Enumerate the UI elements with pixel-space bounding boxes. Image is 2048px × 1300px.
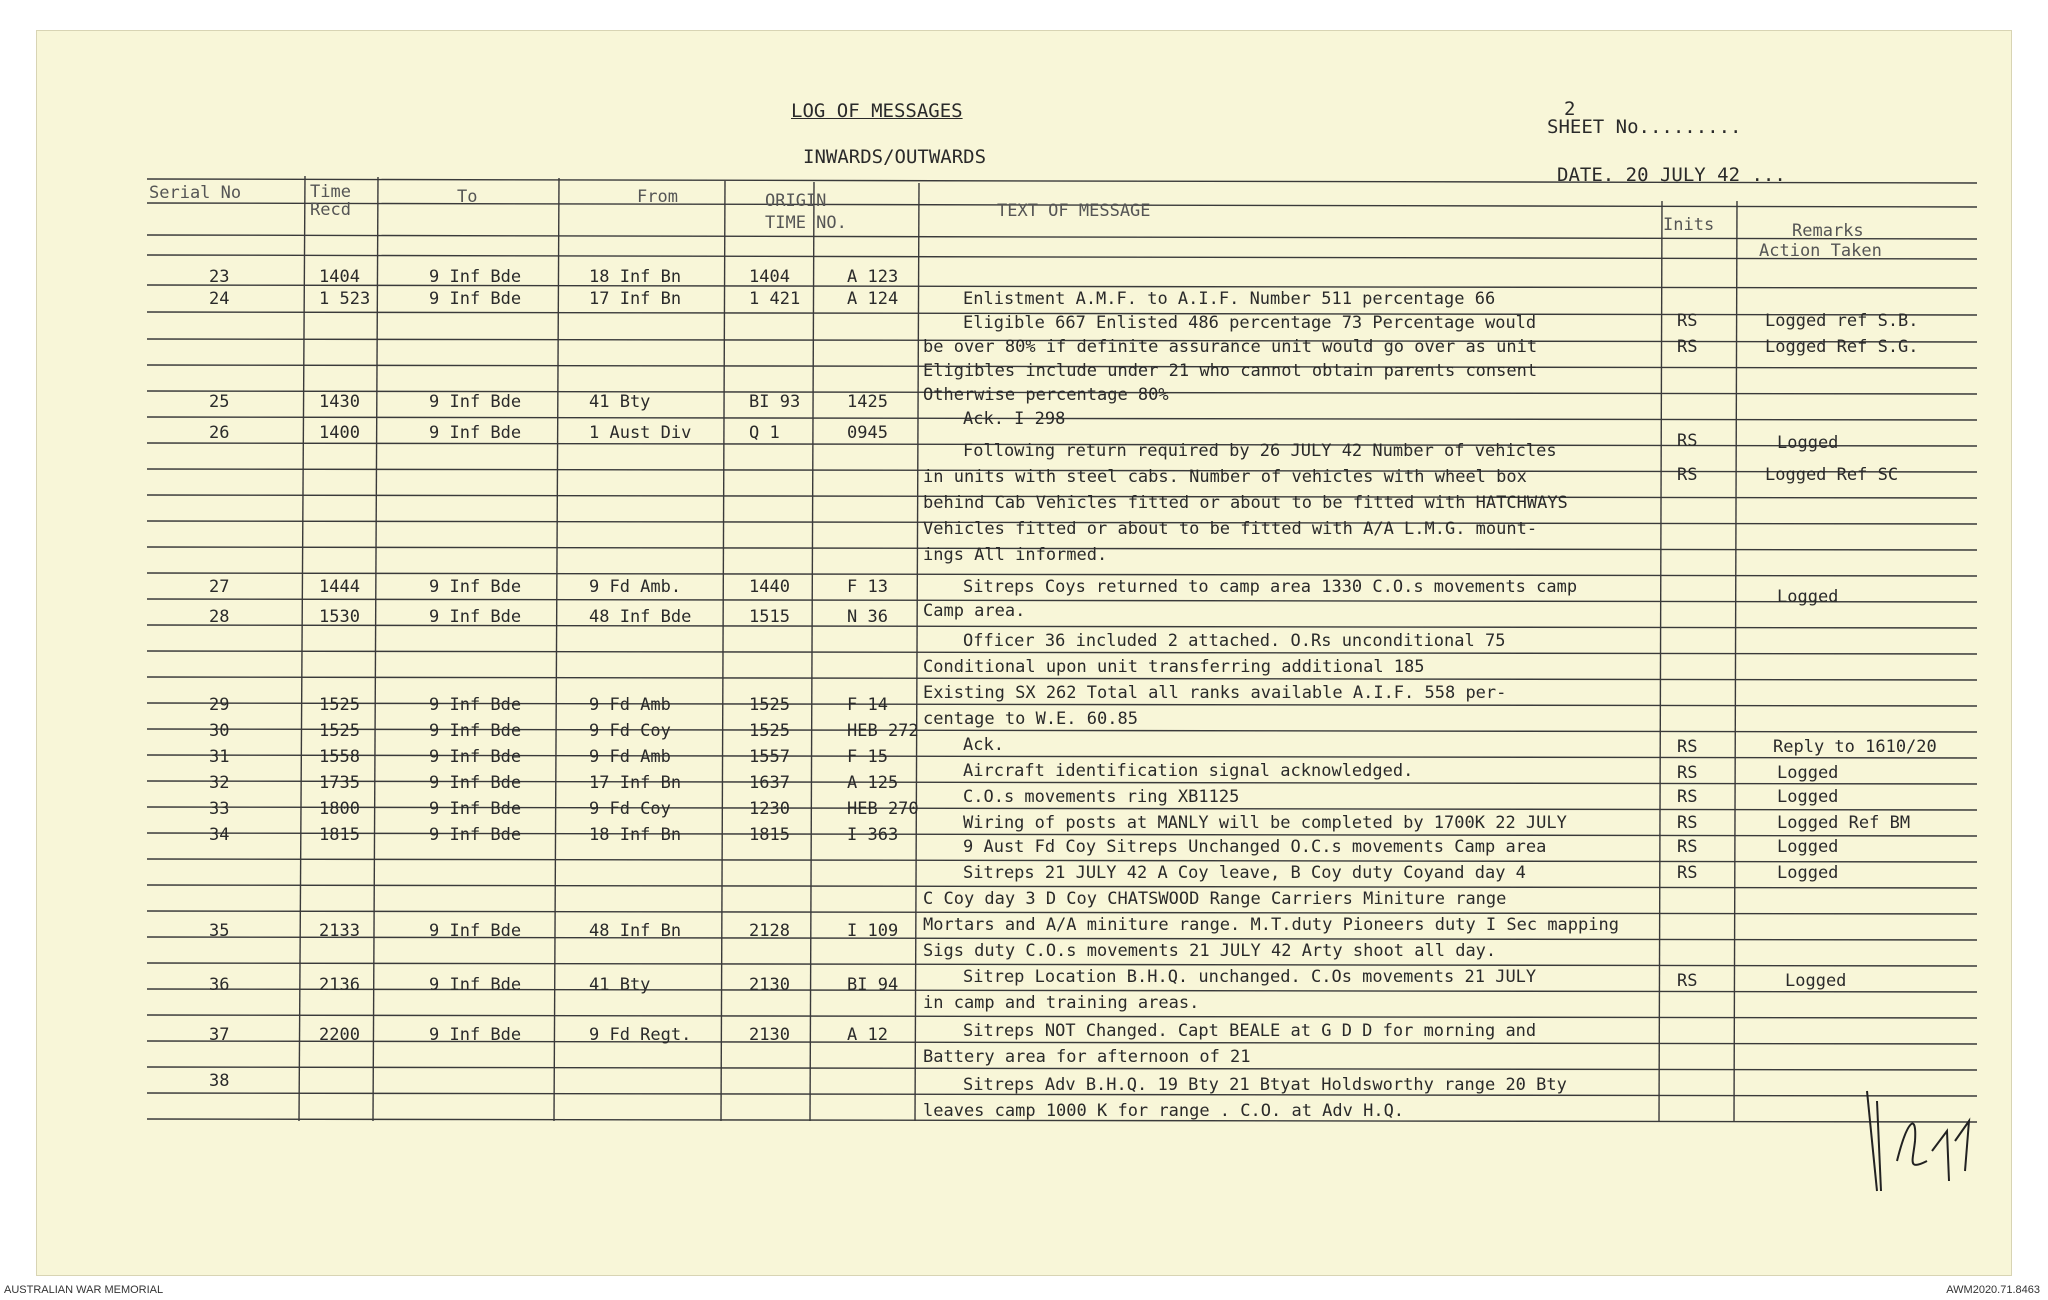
row-to: 9 Inf Bde (429, 695, 522, 715)
row-serial: 32 (209, 773, 230, 793)
message-log-sheet (36, 30, 2012, 1276)
row-time: 1 523 (319, 289, 371, 309)
col-from: From (637, 187, 678, 207)
row-serial: 34 (209, 825, 230, 845)
row-origin-time: 1557 (749, 747, 790, 767)
date-label: DATE. 20 JULY 42 ... (1557, 164, 1786, 186)
row-origin-no: A 125 (847, 773, 899, 793)
sheet-number: 2 (1564, 98, 1576, 120)
col-initials: Inits (1663, 215, 1715, 235)
row-time: 1800 (319, 799, 360, 819)
message-line: Otherwise percentage 80% (923, 385, 1169, 405)
row-from: 9 Fd Amb (589, 747, 671, 767)
row-origin-no: N 36 (847, 607, 888, 627)
row-from: 18 Inf Bn (589, 267, 682, 287)
row-serial: 31 (209, 747, 230, 767)
row-time: 2136 (319, 975, 360, 995)
row-serial: 29 (209, 695, 230, 715)
initials-entry: RS (1677, 337, 1698, 357)
row-time: 1525 (319, 721, 360, 741)
row-from: 41 Bty (589, 975, 651, 995)
row-time: 2133 (319, 921, 360, 941)
row-origin-no: I 109 (847, 921, 899, 941)
row-time: 1430 (319, 392, 360, 412)
row-from: 48 Inf Bde (589, 607, 692, 627)
row-from: 9 Fd Coy (589, 799, 671, 819)
sheet-label: SHEET No......... (1547, 116, 1742, 138)
message-line: Battery area for afternoon of 21 (923, 1047, 1251, 1067)
initials-entry: RS (1677, 737, 1698, 757)
row-to: 9 Inf Bde (429, 721, 522, 741)
row-serial: 35 (209, 921, 230, 941)
message-line: Sitreps Adv B.H.Q. 19 Bty 21 Btyat Holdsworthy range 20 Bty (963, 1075, 1567, 1095)
message-line: Vehicles fitted or about to be fitted with A/A L.M.G. mount- (923, 519, 1538, 539)
remark-entry: Logged (1777, 837, 1839, 857)
initials-entry: RS (1677, 763, 1698, 783)
remark-entry: Logged (1777, 763, 1839, 783)
message-line: C Coy day 3 D Coy CHATSWOOD Range Carriers Miniture range (923, 889, 1507, 909)
message-line: be over 80% if definite assurance unit would go over as unit (923, 337, 1538, 357)
message-line: behind Cab Vehicles fitted or about to be fitted with HATCHWAYS (923, 493, 1568, 513)
row-to: 9 Inf Bde (429, 747, 522, 767)
row-to: 9 Inf Bde (429, 825, 522, 845)
initials-entry: RS (1677, 465, 1698, 485)
row-origin-time: 1 421 (749, 289, 801, 309)
row-to: 9 Inf Bde (429, 289, 522, 309)
row-from: 48 Inf Bn (589, 921, 682, 941)
message-line: Sitreps 21 JULY 42 A Coy leave, B Coy duty Coyand day 4 (963, 863, 1526, 883)
row-origin-no: F 13 (847, 577, 888, 597)
log-title: LOG OF MESSAGES (791, 100, 963, 122)
row-origin-no: F 15 (847, 747, 888, 767)
row-origin-time: 1525 (749, 721, 790, 741)
message-line: Ack. (963, 735, 1004, 755)
row-origin-time: 2130 (749, 1025, 790, 1045)
row-to: 9 Inf Bde (429, 975, 522, 995)
row-to: 9 Inf Bde (429, 267, 522, 287)
message-line: Officer 36 included 2 attached. O.Rs unconditional 75 (963, 631, 1506, 651)
row-time: 1404 (319, 267, 360, 287)
remark-entry: Logged ref S.B. (1765, 311, 1919, 331)
row-from: 9 Fd Coy (589, 721, 671, 741)
remark-entry: Logged (1777, 433, 1839, 453)
row-origin-time: 1815 (749, 825, 790, 845)
row-serial: 38 (209, 1071, 230, 1091)
row-origin-time: BI 93 (749, 392, 801, 412)
remark-entry: Logged Ref SC (1765, 465, 1899, 485)
row-to: 9 Inf Bde (429, 607, 522, 627)
row-origin-no: HEB 270 (847, 799, 919, 819)
remark-entry: Logged Ref S.G. (1765, 337, 1919, 357)
col-remarks: Remarks (1792, 221, 1864, 241)
initials-entry: RS (1677, 787, 1698, 807)
remark-entry: Logged Ref BM (1777, 813, 1911, 833)
row-to: 9 Inf Bde (429, 392, 522, 412)
footer-reference: AWM2020.71.8463 (1946, 1284, 2040, 1296)
row-to: 9 Inf Bde (429, 799, 522, 819)
row-from: 17 Inf Bn (589, 289, 682, 309)
row-from: 9 Fd Regt. (589, 1025, 692, 1045)
col-serial: Serial No (149, 183, 242, 203)
row-serial: 36 (209, 975, 230, 995)
row-serial: 23 (209, 267, 230, 287)
message-line: in camp and training areas. (923, 993, 1200, 1013)
message-line: Sitrep Location B.H.Q. unchanged. C.Os movements 21 JULY (963, 967, 1537, 987)
row-from: 17 Inf Bn (589, 773, 682, 793)
row-serial: 37 (209, 1025, 230, 1045)
message-line: C.O.s movements ring XB1125 (963, 787, 1240, 807)
row-origin-no: A 12 (847, 1025, 888, 1045)
message-line: Sigs duty C.O.s movements 21 JULY 42 Arty shoot all day. (923, 941, 1497, 961)
row-origin-no: A 123 (847, 267, 899, 287)
row-time: 1735 (319, 773, 360, 793)
message-line: ings All informed. (923, 545, 1108, 565)
message-line: Conditional upon unit transferring additional 185 (923, 657, 1425, 677)
message-line: centage to W.E. 60.85 (923, 709, 1138, 729)
row-time: 1444 (319, 577, 360, 597)
remark-entry: Logged (1777, 587, 1839, 607)
row-to: 9 Inf Bde (429, 577, 522, 597)
col-origin: ORIGIN (765, 191, 827, 211)
row-origin-time: 1440 (749, 577, 790, 597)
row-origin-no: A 124 (847, 289, 899, 309)
initials-entry: RS (1677, 431, 1698, 451)
row-serial: 26 (209, 423, 230, 443)
remark-entry: Logged (1785, 971, 1847, 991)
message-line: Existing SX 262 Total all ranks available A.I.F. 558 per- (923, 683, 1507, 703)
message-line: Eligibles include under 21 who cannot obtain parents consent (923, 361, 1538, 381)
row-serial: 25 (209, 392, 230, 412)
message-line: Sitreps NOT Changed. Capt BEALE at G D D for morning and (963, 1021, 1537, 1041)
col-to: To (457, 187, 478, 207)
col-origin-time-no: TIME NO. (765, 213, 847, 233)
message-line: Aircraft identification signal acknowledged. (963, 761, 1414, 781)
initials-entry: RS (1677, 837, 1698, 857)
row-origin-no: HEB 272 (847, 721, 919, 741)
message-line: Sitreps Coys returned to camp area 1330 C.O.s movements camp (963, 577, 1578, 597)
direction-label: INWARDS/OUTWARDS (803, 146, 987, 168)
row-to: 9 Inf Bde (429, 423, 522, 443)
row-origin-no: 0945 (847, 423, 888, 443)
remark-entry: Logged (1777, 787, 1839, 807)
row-from: 41 Bty (589, 392, 651, 412)
row-to: 9 Inf Bde (429, 1025, 522, 1045)
col-text: TEXT OF MESSAGE (997, 201, 1151, 221)
row-time: 1558 (319, 747, 360, 767)
row-time: 2200 (319, 1025, 360, 1045)
row-origin-time: 1515 (749, 607, 790, 627)
footer-institution: AUSTRALIAN WAR MEMORIAL (4, 1284, 164, 1296)
row-to: 9 Inf Bde (429, 773, 522, 793)
message-line: Enlistment A.M.F. to A.I.F. Number 511 percentage 66 (963, 289, 1496, 309)
row-origin-time: 1637 (749, 773, 790, 793)
row-origin-no: I 363 (847, 825, 899, 845)
remark-entry: Reply to 1610/20 (1773, 737, 1937, 757)
message-line: leaves camp 1000 K for range . C.O. at Adv H.Q. (923, 1101, 1405, 1121)
remark-entry: Logged (1777, 863, 1839, 883)
row-origin-no: BI 94 (847, 975, 899, 995)
row-from: 1 Aust Div (589, 423, 692, 443)
message-line: Ack. I 298 (963, 409, 1066, 429)
row-from: 9 Fd Amb (589, 695, 671, 715)
row-origin-time: Q 1 (749, 423, 780, 443)
row-origin-time: 2130 (749, 975, 790, 995)
row-serial: 27 (209, 577, 230, 597)
message-line: Wiring of posts at MANLY will be completed by 1700K 22 JULY (963, 813, 1567, 833)
initials-entry: RS (1677, 813, 1698, 833)
row-serial: 30 (209, 721, 230, 741)
row-to: 9 Inf Bde (429, 921, 522, 941)
initials-entry: RS (1677, 311, 1698, 331)
handwritten-signature (1837, 1061, 1977, 1221)
row-serial: 33 (209, 799, 230, 819)
message-line: Mortars and A/A miniture range. M.T.duty Pioneers duty I Sec mapping (923, 915, 1619, 935)
row-time: 1530 (319, 607, 360, 627)
row-from: 9 Fd Amb. (589, 577, 682, 597)
initials-entry: RS (1677, 971, 1698, 991)
row-origin-no: 1425 (847, 392, 888, 412)
message-line: 9 Aust Fd Coy Sitreps Unchanged O.C.s movements Camp area (963, 837, 1547, 857)
row-time: 1815 (319, 825, 360, 845)
row-time: 1525 (319, 695, 360, 715)
message-line: in units with steel cabs. Number of vehicles with wheel box (923, 467, 1527, 487)
row-origin-no: F 14 (847, 695, 888, 715)
initials-entry: RS (1677, 863, 1698, 883)
row-origin-time: 1525 (749, 695, 790, 715)
row-origin-time: 2128 (749, 921, 790, 941)
message-line: Camp area. (923, 601, 1026, 621)
row-serial: 28 (209, 607, 230, 627)
row-serial: 24 (209, 289, 230, 309)
col-remarks-sub: Action Taken (1759, 241, 1882, 261)
row-time: 1400 (319, 423, 360, 443)
row-origin-time: 1404 (749, 267, 790, 287)
row-from: 18 Inf Bn (589, 825, 682, 845)
message-line: Eligible 667 Enlisted 486 percentage 73 Percentage would (963, 313, 1537, 333)
row-origin-time: 1230 (749, 799, 790, 819)
message-line: Following return required by 26 JULY 42 Number of vehicles (963, 441, 1557, 461)
col-time-recd: Time Recd (310, 182, 351, 220)
